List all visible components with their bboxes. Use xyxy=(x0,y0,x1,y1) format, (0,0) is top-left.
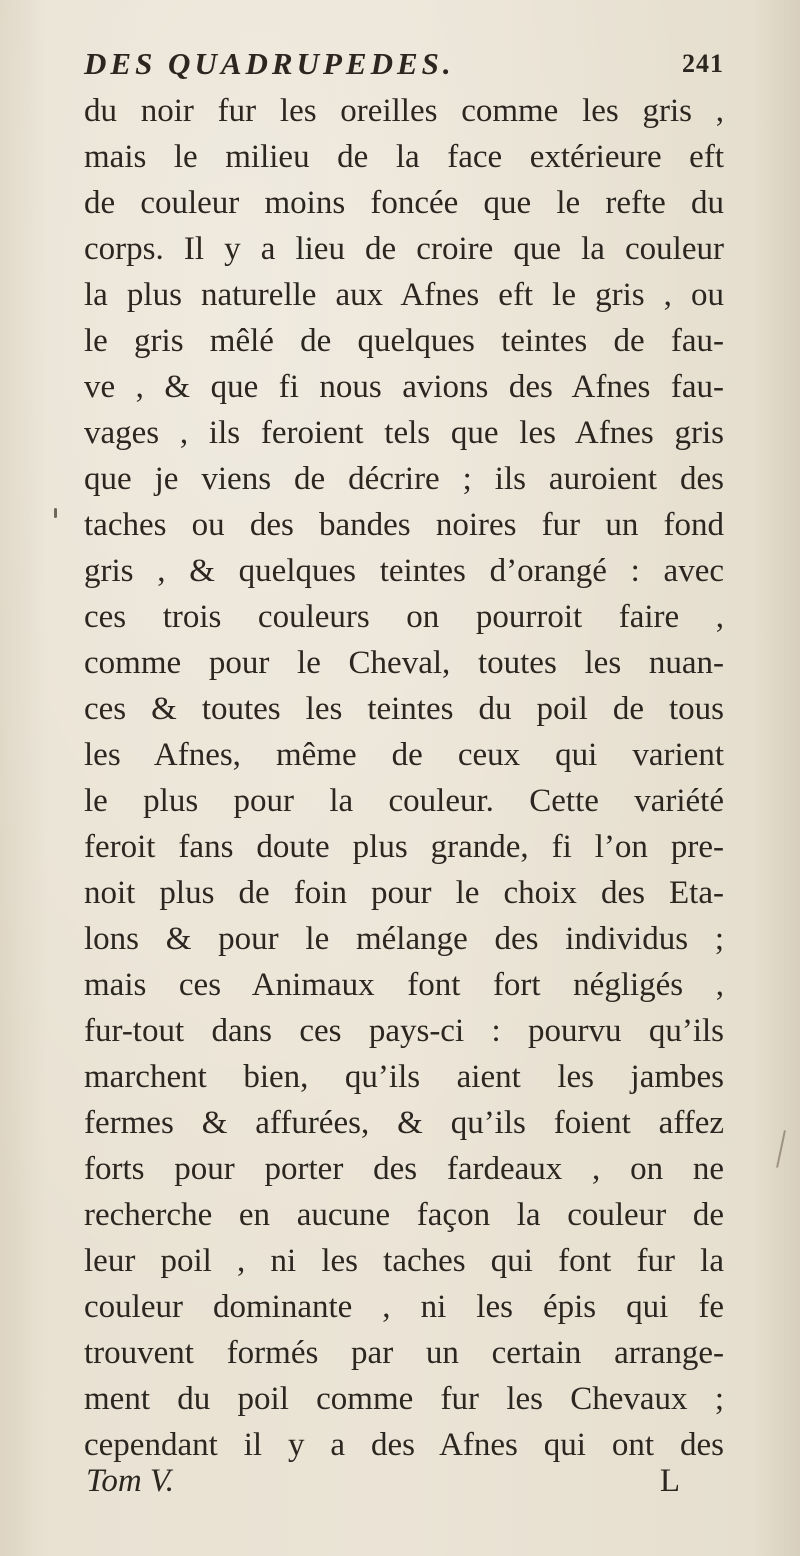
text-line: gris , & quelques teintes d’orangé : avec xyxy=(84,553,724,589)
text-line: leur poil , ni les taches qui font fur la xyxy=(84,1243,724,1279)
text-line: le plus pour la couleur. Cette variété xyxy=(84,783,724,819)
text-line: trouvent formés par un certain arrange- xyxy=(84,1335,724,1371)
text-line: mais ces Animaux font fort négligés , xyxy=(84,967,724,1003)
paper-speck xyxy=(54,508,57,518)
body-text xyxy=(84,88,724,1468)
text-line: fermes & affurées, & qu’ils foient affez xyxy=(84,1105,724,1141)
text-line: comme pour le Cheval, toutes les nuan- xyxy=(84,645,724,681)
text-line: lons & pour le mélange des individus ; xyxy=(84,921,724,957)
text-line: feroit fans doute plus grande, fi l’on pre- xyxy=(84,829,724,865)
gathering-signature: L xyxy=(659,1463,680,1499)
text-line: ces & toutes les teintes du poil de tous xyxy=(84,691,724,727)
page-number: 241 xyxy=(682,49,724,78)
margin-pencil-mark xyxy=(776,1130,786,1168)
running-title: DES QUADRUPEDES. xyxy=(84,46,455,81)
text-line: de couleur moins foncée que le refte du xyxy=(84,185,724,221)
text-line: couleur dominante , ni les épis qui fe xyxy=(84,1289,724,1325)
text-line: fur-tout dans ces pays-ci : pourvu qu’ils xyxy=(84,1013,724,1049)
text-line: la plus naturelle aux Afnes eft le gris , ou xyxy=(84,277,724,313)
text-line: taches ou des bandes noires fur un fond xyxy=(84,507,724,543)
text-line: ve , & que fi nous avions des Afnes fau- xyxy=(84,369,724,405)
text-line: vages , ils feroient tels que les Afnes gris xyxy=(84,415,724,451)
text-line: forts pour porter des fardeaux , on ne xyxy=(84,1151,724,1187)
text-line: mais le milieu de la face extérieure eft xyxy=(84,139,724,175)
text-line: marchent bien, qu’ils aient les jambes xyxy=(84,1059,724,1095)
volume-signature: Tom V. xyxy=(86,1463,175,1499)
running-head xyxy=(84,42,724,86)
text-line: du noir fur les oreilles comme les gris , xyxy=(84,93,724,129)
text-line: noit plus de foin pour le choix des Eta- xyxy=(84,875,724,911)
text-line: corps. Il y a lieu de croire que la couleur xyxy=(84,231,724,267)
text-line: cependant il y a des Afnes qui ont des xyxy=(84,1427,724,1463)
text-line: ment du poil comme fur les Chevaux ; xyxy=(84,1381,724,1417)
text-line: les Afnes, même de ceux qui varient xyxy=(84,737,724,773)
text-line: le gris mêlé de quelques teintes de fau- xyxy=(84,323,724,359)
text-line: ces trois couleurs on pourroit faire , xyxy=(84,599,724,635)
text-line: que je viens de décrire ; ils auroient des xyxy=(84,461,724,497)
text-line: recherche en aucune façon la couleur de xyxy=(84,1197,724,1233)
signature-line xyxy=(86,1458,722,1504)
